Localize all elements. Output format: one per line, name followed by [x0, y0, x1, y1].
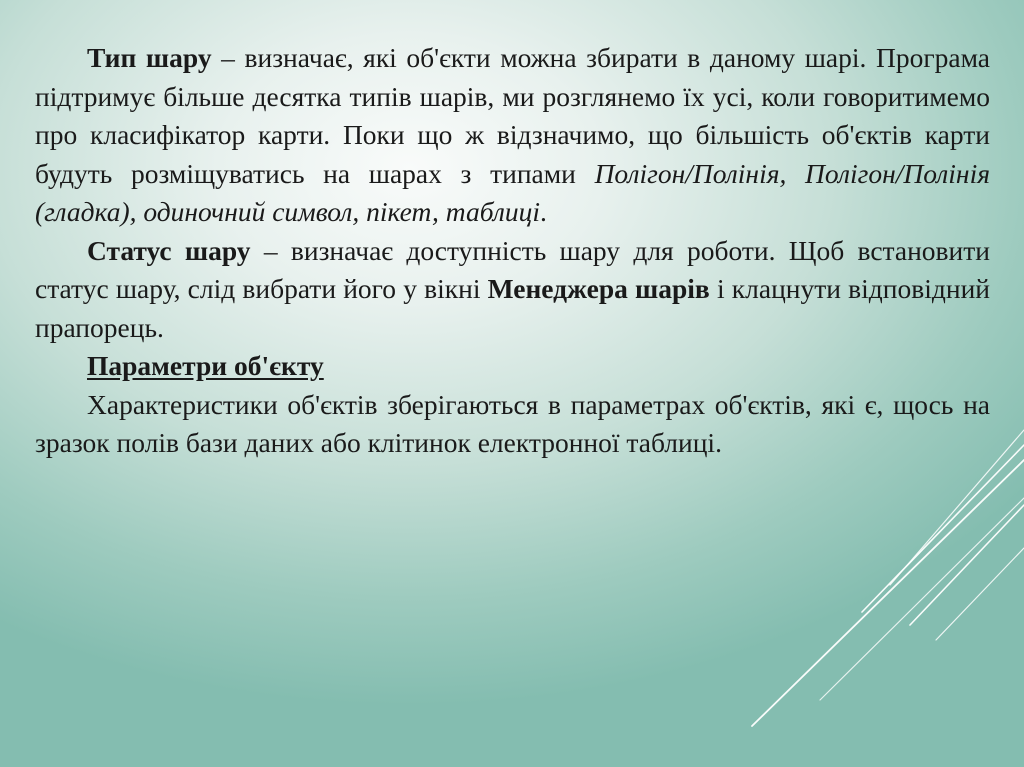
term-layer-type: Тип шару	[87, 42, 212, 73]
section-heading: Параметри об'єкту	[87, 350, 324, 381]
paragraph-object-params	[35, 386, 990, 463]
layer-type-description: – визначає, які об'єкти можна збирати в даному шарі. Програма підтримує більше десятка типів шарів, ми розглянемо їх усі, коли говоритимемо про класифікатор карти. Поки що ж відзначимо, що більшість об'єктів карти будуть розміщуватись на шарах з типами	[35, 42, 990, 189]
layer-status-description: – визначає доступність шару для роботи. Щоб встановити статус шару, слід вибрати його у вікні	[35, 234, 990, 304]
layer-status-end: і клацнути відповідний прапорець.	[35, 273, 991, 343]
term-layer-status: Статус шару	[87, 234, 251, 266]
deco-line-1	[862, 445, 1024, 612]
slide-text	[35, 39, 990, 463]
object-params-description: Характеристики об'єктів зберігаються в параметрах об'єктів, які є, щось на зразок полів бази даних або клітинок електронної таблиці.	[35, 388, 990, 458]
layer-manager-term: Менеджера шарів	[487, 273, 710, 304]
paragraph-end-1: .	[540, 196, 547, 227]
deco-line-6	[820, 498, 1024, 700]
deco-line-4	[936, 548, 1024, 640]
section-heading-wrapper	[35, 347, 990, 386]
paragraph-layer-status	[35, 232, 990, 348]
layer-type-list: Полігон/Полінія, Полігон/Полінія (гладка), одиночний символ, пікет, таблиці	[35, 157, 991, 227]
deco-line-5	[752, 460, 1024, 726]
paragraph-layer-type	[35, 39, 990, 232]
